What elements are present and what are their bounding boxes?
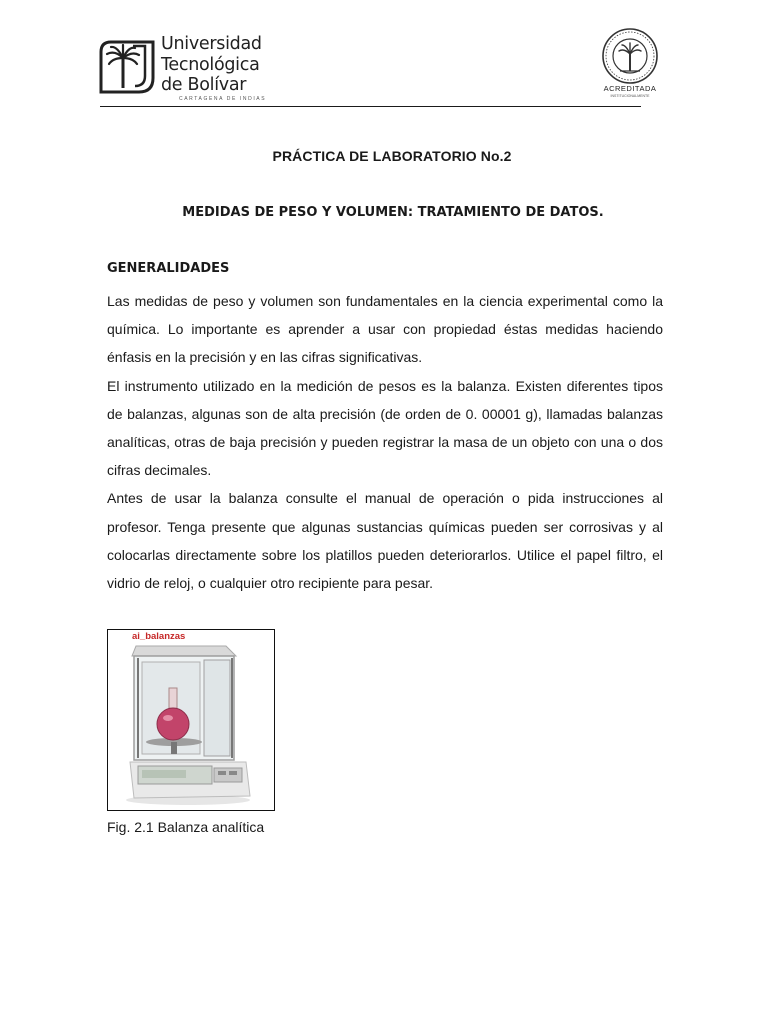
balance-figure [107, 629, 275, 811]
palm-tree-logo-icon [97, 38, 159, 96]
image-label: ai_balanzas [132, 631, 186, 642]
accreditation-seal-icon [598, 26, 662, 86]
document-subtitle: MEDIDAS DE PESO Y VOLUMEN: TRATAMIENTO DE DATOS. [182, 205, 604, 220]
analytical-balance-image [108, 630, 274, 810]
document-title: PRÁCTICA DE LABORATORIO No.2 [272, 148, 512, 164]
paragraph-3: Antes de usar la balanza consulte el manual de operación o pida instrucciones al profesor. Tenga presente que algunas sustancias químicas pueden ser corrosivas y al colocarlas directamente sobre los platillos pueden deteriorarlos. Utilice el papel filtro, el vidrio de reloj, o cualquier otro recipiente para pesar. [107, 490, 663, 592]
university-city: CARTAGENA DE INDIAS [179, 96, 267, 102]
university-name [161, 34, 261, 96]
university-logo [97, 34, 267, 104]
paragraph-1: Las medidas de peso y volumen son fundamentales en la ciencia experimental como la química. Lo importante es aprender a usar con propiedad éstas medidas haciendo énfasis en la precisión y en las cifras significativas. [107, 293, 663, 366]
accreditation-seal [598, 26, 662, 104]
paragraph-2: El instrumento utilizado en la medición de pesos es la balanza. Existen diferentes tipos de balanzas, algunas son de alta precisión (de orden de 0. 00001 g), llamadas balanzas analíticas, otras de baja precisión y pueden registrar la masa de un objeto con una o dos cifras decimales. [107, 377, 663, 479]
section-heading: GENERALIDADES [107, 261, 230, 276]
seal-subtext: INSTITUCIONALMENTE [610, 94, 650, 98]
figure-caption: Fig. 2.1 Balanza analítica [107, 819, 265, 835]
seal-label: ACREDITADA [603, 84, 657, 93]
university-name-line-2: Tecnológica [161, 54, 260, 75]
header-divider [100, 106, 641, 107]
university-name-line-3: de Bolívar [161, 75, 247, 95]
university-name-line-1: Universidad [161, 34, 262, 54]
body-text [107, 287, 663, 597]
